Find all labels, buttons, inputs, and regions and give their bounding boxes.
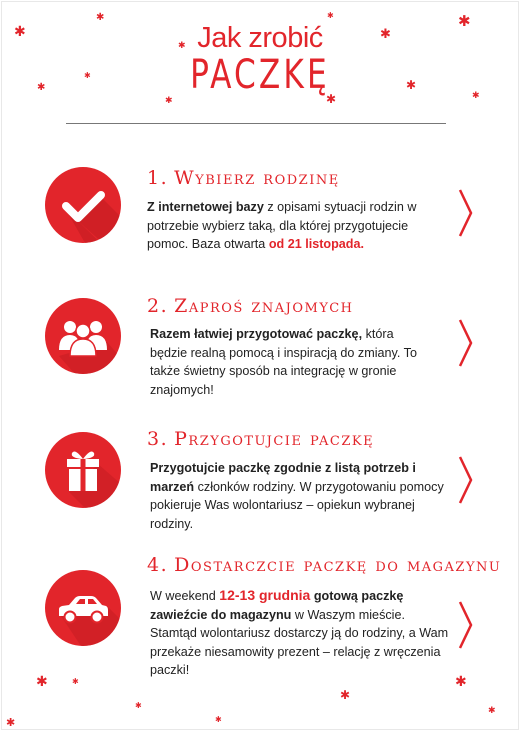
checkmark-icon xyxy=(45,167,121,243)
gift-icon xyxy=(45,432,121,508)
car-icon xyxy=(45,570,121,646)
step-4-circle xyxy=(45,570,121,646)
description-segment: Przygotujcie paczkę zgodnie z listą potrzeb i marzeń xyxy=(150,461,416,494)
star-icon: ✱ xyxy=(458,13,471,30)
step-1-circle xyxy=(45,167,121,243)
step-3-circle xyxy=(45,432,121,508)
star-icon: ✱ xyxy=(37,82,46,93)
page-title-main: PACZKĘ xyxy=(190,52,330,98)
step-3-description xyxy=(150,459,455,533)
divider xyxy=(66,123,446,124)
step-title: Dostarczcie paczkę do magazynu xyxy=(174,554,502,576)
star-icon: ✱ xyxy=(165,95,173,105)
star-icon: ✱ xyxy=(6,717,16,729)
star-icon: ✱ xyxy=(14,23,26,39)
star-icon: ✱ xyxy=(135,701,142,710)
step-1-description xyxy=(147,198,437,254)
star-icon: ✱ xyxy=(72,677,79,686)
star-icon: ✱ xyxy=(327,11,334,20)
description-segment: z opisami sytuacji rodzin w potrzebie wybierz taką, dla której przygotujecie pomoc. Baza otwarta xyxy=(147,200,417,251)
page-title: Jak zrobić xyxy=(197,22,323,54)
step-number: 2. xyxy=(147,295,169,317)
step-1-heading xyxy=(147,167,340,189)
step-3-heading xyxy=(147,428,374,450)
step-4-heading xyxy=(147,554,501,576)
star-icon: ✱ xyxy=(326,92,337,106)
chevron-right-icon xyxy=(458,455,474,505)
step-3 xyxy=(0,425,520,535)
step-title: Przygotujcie paczkę xyxy=(174,428,375,450)
step-2 xyxy=(0,292,520,402)
description-segment: 12-13 grudnia xyxy=(219,587,311,603)
description-segment: Razem łatwiej przygotować paczkę, xyxy=(150,327,363,341)
star-icon: ✱ xyxy=(380,26,391,41)
step-4-description xyxy=(150,586,450,680)
step-title: Wybierz rodzinę xyxy=(174,167,340,189)
step-number: 1. xyxy=(147,167,169,189)
star-icon: ✱ xyxy=(340,688,351,702)
star-icon: ✱ xyxy=(472,90,480,100)
star-icon: ✱ xyxy=(36,673,48,689)
description-segment: gotową paczkę zawieźcie do magazynu xyxy=(150,589,404,622)
step-2-circle xyxy=(45,298,121,374)
description-segment: która będzie realną pomocą i inspiracją do zmiany. To także świetny sposób na integrację w gronie znajomych! xyxy=(150,327,417,397)
star-icon: ✱ xyxy=(84,71,91,80)
description-segment: członków rodziny. W przygotowaniu pomocy pokieruje Was wolontariusz – opiekun wybranej rodziny. xyxy=(150,479,444,531)
description-segment: W weekend xyxy=(150,589,220,603)
star-icon: ✱ xyxy=(406,78,417,92)
step-number: 3. xyxy=(147,428,169,450)
step-number: 4. xyxy=(147,554,169,576)
star-icon: ✱ xyxy=(215,715,222,724)
chevron-right-icon xyxy=(458,600,474,650)
step-2-description xyxy=(150,325,430,399)
description-segment: od 21 listopada. xyxy=(268,237,364,251)
star-icon: ✱ xyxy=(488,705,496,715)
star-icon: ✱ xyxy=(455,673,467,689)
people-group-icon xyxy=(45,298,121,374)
step-2-heading xyxy=(147,295,353,317)
step-title: Zaproś znajomych xyxy=(174,295,354,317)
step-4 xyxy=(0,550,520,677)
step-1 xyxy=(0,162,520,272)
star-icon: ✱ xyxy=(178,40,186,50)
chevron-right-icon xyxy=(458,318,474,368)
description-segment: Z internetowej bazy xyxy=(147,200,264,214)
description-segment: w Waszym mieście. Stamtąd wolontariusz dostarczy ją do rodziny, a Wam przekaże niesamowity prezent – relację z wręczenia paczki! xyxy=(150,607,449,677)
star-icon: ✱ xyxy=(96,12,105,23)
chevron-right-icon xyxy=(458,188,474,238)
